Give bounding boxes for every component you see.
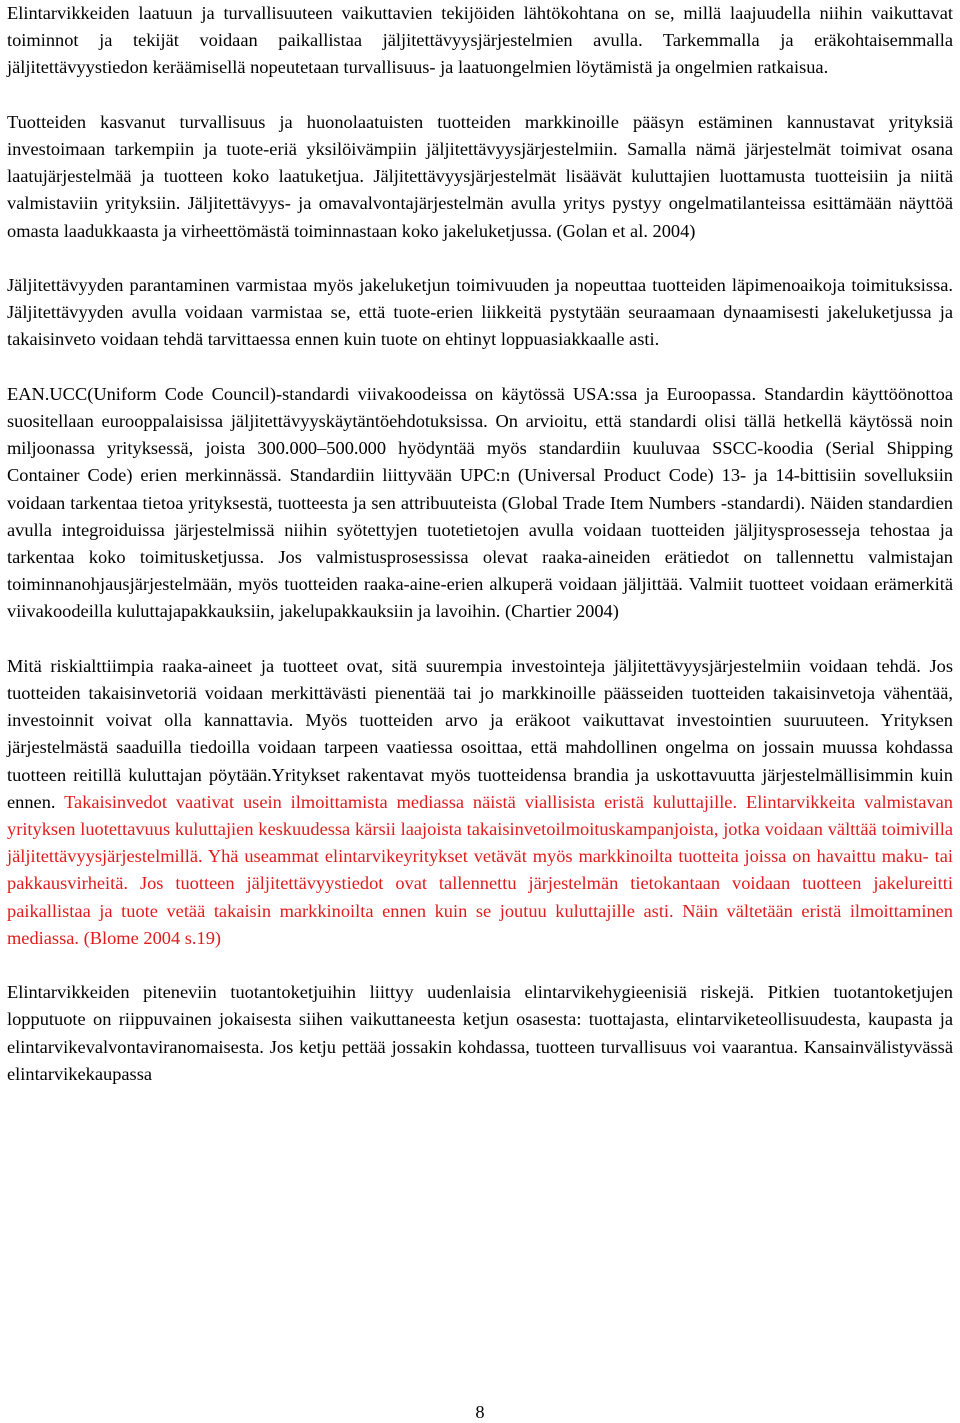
paragraph-traceability-basis [7,0,953,82]
paragraph-product-safety [7,109,953,245]
page-number: 8 [475,1402,485,1422]
paragraph-supply-chain [7,272,953,354]
paragraph-text: Mitä riskialttiimpia raaka-aineet ja tuotteet ovat, sitä suurempia investointeja jäljitettävyysjärjestelmiin voidaan tehdä. Jos tuotteiden takaisinvetoriä voidaan merkittävästi pienentää tai jo markkinoille päässeiden tuotteiden takaisinvetoja vähentää, investoinnit voivat olla kannattavia. Myös tuotteiden arvo ja eräkoot vaikuttavat investointien suuruuteen. Yrityksen järjestelmästä saaduilla tiedoilla voidaan tarpeen vaatiessa osoittaa, että mahdollinen ongelma on jossain muussa kohdassa tuotteen reitillä kuluttajan pöytään.Yritykset rakentavat myös tuotteidensa brandia ja uskottavuutta järjestelmällisimmin kuin ennen. [7,655,953,812]
paragraph-text: Jäljitettävyyden parantaminen varmistaa myös jakeluketjun toimivuuden ja nopeuttaa tuotteiden läpimenoaikoja toimituksissa. Jäljitettävyyden avulla voidaan varmistaa se, että tuote-erien liikkeitä pystytään seuraamaan dynaamisesti jakeluketjussa ja takaisinveto voidaan tehdä tarvittaessa ennen kuin tuote on ehtinyt loppuasiakkaalle asti. [7,275,953,350]
highlighted-recall-text: Takaisinvedot vaativat usein ilmoittamista mediassa näistä viallisista eristä kuluttajille. Elintarvikkeita valmistavan yrityksen luotettavuus kuluttajien keskuudessa kärsii laajoista takaisinvetoilmoituskampanjoista, jotka voidaan välttää toimivilla jäljitettävyysjärjestelmillä. Yhä useammat elintarvikeyritykset vetävät myös markkinoilta tuotteita joissa on havaittu maku- tai pakkausvirheitä. Jos tuotteen jäljitettävyystiedot ovat tallennettu järjestelmän tietokantaan voidaan tuotteen jakelureitti paikallistaa ja tuote vetää takaisin markkinoilta ennen kuin se joutuu kuluttajille asti. Näin vältetään eristä ilmoittaminen mediassa. (Blome 2004 s.19) [7,791,953,948]
paragraph-text: EAN.UCC(Uniform Code Council)-standardi viivakoodeissa on käytössä USA:ssa ja Euroopassa. Standardin käyttöönottoa suositellaan eurooppalaisissa jäljitettävyyskäytäntöehdotuksissa. On arvioitu, että standardi olisi tällä hetkellä käytössä noin miljoonassa yrityksessä, joista 300.000–500.000 hyödyntää myös standardiin kuuluvaa SSCC-koodia (Serial Shipping Container Code) erien merkinnässä. Standardiin liittyvään UPC:n (Universal Product Code) 13- ja 14-bittisiin sovelluksiin voidaan tarkentaa tietoa yrityksestä, tuotteesta ja sen attribuuteista (Global Trade Item Numbers -standardi). Näiden standardien avulla integroiduissa järjestelmissä niihin syötettyjen tuotetietojen avulla voidaan tuotteiden jäljitysprosesseja tehostaa ja tarkentaa koko toimitusketjussa. Jos valmistusprosessissa olevat raaka-aineiden erätiedot on tallennettu valmistajan toiminnanohjausjärjestelmään, myös tuotteiden raaka-aine-erien alkuperä voidaan jäljittää. Valmiit tuotteet voidaan erämerkitä viivakoodeilla kuluttajapakkauksiin, jakelupakkauksiin ja lavoihin. (Chartier 2004) [7,383,953,622]
paragraph-text: Elintarvikkeiden laatuun ja turvallisuuteen vaikuttavien tekijöiden lähtökohtana on se, millä laajuudella niihin vaikuttavat toiminnot ja tekijät voidaan paikallistaa jäljitettävyysjärjestelmien avulla. Tarkemmalla ja eräkohtaisemmalla jäljitettävyystiedon keräämisellä nopeutetaan turvallisuus- ja laatuongelmien löytämistä ja ongelmien ratkaisua. [7,3,953,78]
paragraph-risky-raw-materials [7,653,953,952]
paragraph-production-chains [7,979,953,1088]
paragraph-text: Elintarvikkeiden piteneviin tuotantoketjuihin liittyy uudenlaisia elintarvikehygieenisiä riskejä. Pitkien tuotantoketjujen lopputuote on riippuvainen jokaisesta siihen vaikuttaneesta ketjun osasesta: tuottajasta, elintarviketeollisuudesta, kaupasta ja elintarvikevalvontaviranomaisesta. Jos ketju pettää jossakin kohdassa, tuotteen turvallisuus voi vaarantua. Kansainvälistyvässä elintarvikekaupassa [7,982,953,1084]
paragraph-ean-ucc-standard [7,381,953,626]
document-page [7,0,953,1088]
paragraph-text: Tuotteiden kasvanut turvallisuus ja huonolaatuisten tuotteiden markkinoille pääsyn estäminen kannustavat yrityksiä investoimaan tarkempiin ja tuote-eriä yksilöivämpiin jäljitettävyysjärjestelmiin. Samalla nämä järjestelmät toimivat osana laatujärjestelmää ja tuotteen koko laatuketjua. Jäljitettävyysjärjestelmät lisäävät kuluttajien luottamusta tuotteisiin ja niitä valmistaviin yrityksiin. Jäljitettävyys- ja omavalvontajärjestelmän avulla yritys pystyy ongelmatilanteissa esittämään näyttöä omasta laadukkaasta ja virheettömästä toiminnastaan koko jakeluketjussa. (Golan et al. 2004) [7,111,953,241]
